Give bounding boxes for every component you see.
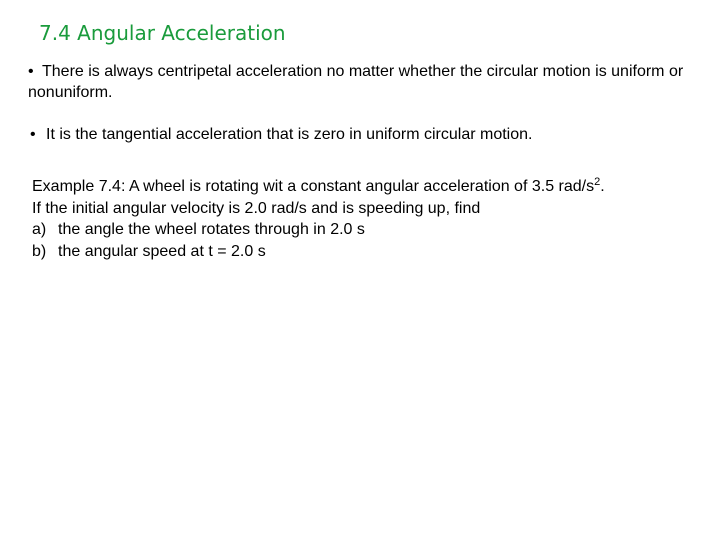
bullet-icon: • <box>28 63 34 80</box>
example-part-b <box>32 241 702 263</box>
example-period: . <box>600 178 605 195</box>
bullet-item <box>28 61 698 103</box>
exponent: 2 <box>594 176 601 188</box>
slide-title: 7.4 Angular Acceleration <box>39 21 286 45</box>
bullet-item <box>28 124 698 145</box>
part-b-text: the angular speed at t = 2.0 s <box>58 242 266 260</box>
example-statement: Example 7.4: A wheel is rotating wit a constant angular acceleration of 3.5 rad/s <box>32 178 595 195</box>
part-a-text: the angle the wheel rotates through in 2.0 s <box>58 221 365 238</box>
bullet-icon: • <box>30 126 36 143</box>
example-line: If the initial angular velocity is 2.0 rad/s and is speeding up, find <box>32 199 481 217</box>
example-block <box>32 176 702 262</box>
part-b-label: b) <box>32 242 47 260</box>
example-line <box>32 176 702 198</box>
bullet-text: It is the tangential acceleration that is zero in uniform circular motion. <box>46 126 533 143</box>
example-part-a <box>32 219 702 241</box>
bullet-text: There is always centripetal acceleration no matter whether the circular motion is uniform or nonuniform. <box>28 63 684 101</box>
part-a-label: a) <box>32 221 47 238</box>
